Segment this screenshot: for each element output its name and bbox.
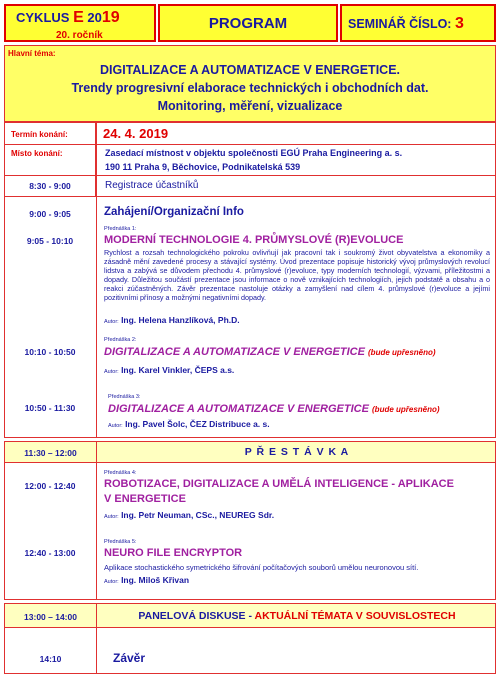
end-row — [4, 628, 496, 674]
main-theme-line1: DIGITALIZACE A AUTOMATIZACE V ENERGETICE. — [100, 63, 400, 77]
cyklus-label: CYKLUS E 2019 — [16, 9, 120, 26]
talk3-time: 10:50 - 11:30 — [24, 403, 76, 413]
end-time: 14:10 — [39, 654, 62, 664]
talk1-author: Autor: Ing. Helena Hanzlíková, Ph.D. — [104, 315, 240, 325]
rocnik-label: 20. ročník — [56, 30, 103, 41]
reg-text: Registrace účastníků — [105, 180, 199, 191]
talk3-author: Autor: Ing. Pavel Šolc, ČEZ Distribuce a. s. — [108, 419, 270, 429]
talk3-tag: Přednáška 3: — [108, 394, 141, 400]
talk5-tag: Přednáška 5: — [104, 539, 137, 545]
program-title: PROGRAM — [208, 15, 288, 32]
talk2-tag: Přednáška 2: — [104, 337, 137, 343]
main-theme-box — [4, 45, 496, 122]
talk4-title-1: ROBOTIZACE, DIGITALIZACE A UMĚLÁ INTELIGENCE - APLIKACE — [104, 478, 454, 490]
panel-text: PANELOVÁ DISKUSE - AKTUÁLNÍ TÉMATA V SOUVISLOSTECH — [138, 610, 456, 622]
header-program-cell — [158, 4, 338, 42]
end-text: Závěr — [113, 651, 146, 665]
talk1-time: 9:05 - 10:10 — [26, 236, 74, 246]
talk5-desc: Aplikace stochastického symetrického šifrování počítačových souborů umělou neuronovou sítí. — [104, 563, 419, 572]
talk4-author: Autor: Ing. Petr Neuman, CSc., NEUREG Sdr. — [104, 510, 275, 520]
reg-time: 8:30 - 9:00 — [29, 181, 71, 191]
talk4-time: 12:00 - 12:40 — [24, 481, 76, 491]
panel-time: 13:00 – 14:00 — [24, 612, 77, 622]
afternoon-divider — [96, 463, 97, 599]
place-label: Místo konání: — [11, 149, 63, 158]
break-time: 11:30 – 12:00 — [24, 448, 77, 458]
header-seminar-cell — [340, 4, 496, 42]
break-row — [4, 441, 496, 463]
morning-divider — [96, 197, 97, 437]
reg-time-cell — [4, 176, 96, 197]
seminar-label: SEMINÁŘ ČÍSLO: 3 — [348, 15, 464, 32]
place-line2: 190 11 Praha 9, Běchovice, Podnikatelská 539 — [105, 162, 301, 172]
talk5-time: 12:40 - 13:00 — [24, 548, 76, 558]
main-theme-label: Hlavní téma: — [8, 49, 56, 58]
date-label: Termín konání: — [11, 130, 68, 139]
talk3-title: DIGITALIZACE A AUTOMATIZACE V ENERGETICE (bude upřesněno) — [108, 403, 440, 415]
panel-row — [4, 603, 496, 628]
date-value-cell — [96, 122, 496, 145]
open-time: 9:00 - 9:05 — [29, 209, 71, 219]
talk5-title: NEURO FILE ENCRYPTOR — [104, 547, 243, 559]
main-theme-line3: Monitoring, měření, vizualizace — [157, 99, 343, 113]
date-value: 24. 4. 2019 — [103, 126, 169, 141]
talk2-title: DIGITALIZACE A AUTOMATIZACE V ENERGETICE (bude upřesněno) — [104, 346, 436, 358]
place-line1: Zasedací místnost v objektu společnosti EGÚ Praha Engineering a. s. — [105, 148, 403, 158]
break-text: P Ř E S T Á V K A — [244, 446, 350, 458]
date-label-cell — [4, 122, 96, 145]
talk1-tag: Přednáška 1: — [104, 226, 137, 232]
end-divider — [96, 628, 97, 673]
talk4-tag: Přednáška 4: — [104, 470, 137, 476]
talk1-title: MODERNÍ TECHNOLOGIE 4. PRŮMYSLOVÉ (R)EVOLUCE — [104, 234, 404, 246]
talk4-title-2: V ENERGETICE — [104, 493, 186, 505]
talk2-author: Autor: Ing. Karel Vinkler, ČEPS a.s. — [104, 365, 235, 375]
place-value-cell — [96, 145, 496, 176]
talk5-author: Autor: Ing. Miloš Křivan — [104, 575, 190, 585]
header-cyklus-cell — [4, 4, 156, 42]
talk2-time: 10:10 - 10:50 — [24, 347, 76, 357]
reg-text-cell — [96, 176, 496, 197]
talk1-desc: Rychlost a rozsah technologického pokroku ovlivňují jak pracovní tak i soukromý život obyvatelstva a ekonomiky a zásadně mění zavedené procesy a stávající systémy. Úvod prezentace popisuje historický vývoj průmyslových revolucí lidstva a zabývá se důvodem přechodu 4. průmyslové (r)evoluce, typy moderních technologií, výzvami, příležitostmi a dopady. Důležitou součástí prezentace jsou informace o nově vznikajících technologiích, jejich podstatě a obsahu a o reakci zúčastněných. Závěr prezentace nastoluje otázky a zamyšlení nad cílem 4. průmyslové (r)evoluce a jejími pozitivními přínosy a možnými negativními dopady. — [104, 248, 490, 302]
place-label-cell — [4, 145, 96, 176]
main-theme-line2: Trendy progresivní elaborace technických i obchodních dat. — [71, 81, 429, 95]
open-text: Zahájení/Organizační Info — [104, 206, 244, 218]
